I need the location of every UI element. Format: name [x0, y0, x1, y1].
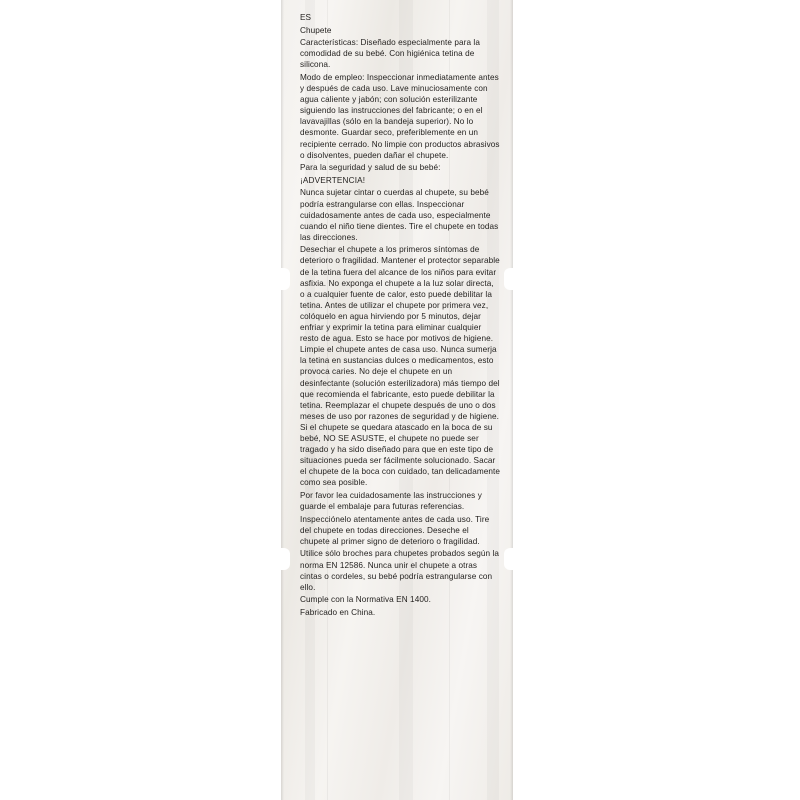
paragraph-read-keep: Por favor lea cuidadosamente las instrucciones y guarde el embalaje para futuras referencias. [300, 490, 482, 512]
paragraph-safety-intro: Para la seguridad y salud de su bebé: [300, 163, 441, 173]
label-text [300, 12, 500, 618]
paragraph-clips: Utilice sólo broches para chupetes probados según la norma EN 12586. Nunca unir el chupete a otras cintas o cordeles, su bebé podría estrangularse con ello. [300, 549, 500, 592]
paragraph-standard: Cumple con la Normativa EN 1400. [300, 595, 431, 605]
paragraph-inspect: Inspecciónelo atentamente antes de cada uso. Tire del chupete en todas direcciones. Deseche el chupete al primer signo de deterioro o fragilidad. [300, 514, 490, 546]
label-notch-left [281, 268, 290, 290]
product-name: Chupete [300, 25, 332, 35]
paragraph-features: Características: Diseñado especialmente para la comodidad de su bebé. Con higiénica tetina de silicona. [300, 38, 480, 70]
label-notch-right [504, 268, 513, 290]
paragraph-usage: Modo de empleo: Inspeccionar inmediatamente antes y después de cada uso. Lave minuciosamente con agua caliente y jabón; con solución esterilizante siguiendo las instrucciones del fabricante; o en el lavavajillas (sólo en la bandeja superior). No lo desmonte. Guardar seco, preferiblemente en un recipiente cerrado. No limpie con productos abrasivos o disolventes, pueden dañar el chupete. [300, 72, 500, 160]
language-code: ES [300, 13, 312, 22]
label-right-edge [510, 0, 513, 800]
label-left-edge [281, 0, 284, 800]
label-notch-right [504, 548, 513, 570]
paragraph-origin: Fabricado en China. [300, 607, 376, 617]
paragraph-care: Desechar el chupete a los primeros síntomas de deterioro o fragilidad. Mantener el protector separable de la tetina fuera del alcance de los niños para evitar asfixia. No exponga el chupete a la luz solar directa, o a cualquier fuente de calor, esto puede debilitar la tetina. Antes de utilizar el chupete por primera vez, colóquelo en agua hirviendo por 5 minutos, dejar enfriar y exprimir la tetina para eliminar cualquier resto de agua. Esto se hace por motivos de higiene. Limpie el chupete antes de casa uso. Nunca sumerja la tetina en sustancias dulces o medicamentos, esto provoca caries. No deje el chupete en un desinfectante (solución esterilizadora) más tiempo del que recomienda el fabricante, esto puede debilitar la tetina. Reemplazar el chupete después de uno o dos meses de uso por razones de seguridad y de higiene. Si el chupete se quedara atascado en la boca de su bebé, NO SE ASUSTE, el chupete no puede ser tragado y ha sido diseñado para que en este tipo de situaciones pueda ser fácilmente solucionado. Sacar el chupete de la boca con cuidado, tan delicadamente como sea posible. [300, 245, 500, 488]
label-notch-left [281, 548, 290, 570]
paragraph-warning-cords: Nunca sujetar cintar o cuerdas al chupete, su bebé podría estrangularse con ellas. Inspeccionar cuidadosamente antes de cada uso, especialmente cuando el niño tiene dientes. Tire el chupete en todas las direcciones. [300, 188, 499, 242]
warning-heading: ¡ADVERTENCIA! [300, 175, 366, 185]
